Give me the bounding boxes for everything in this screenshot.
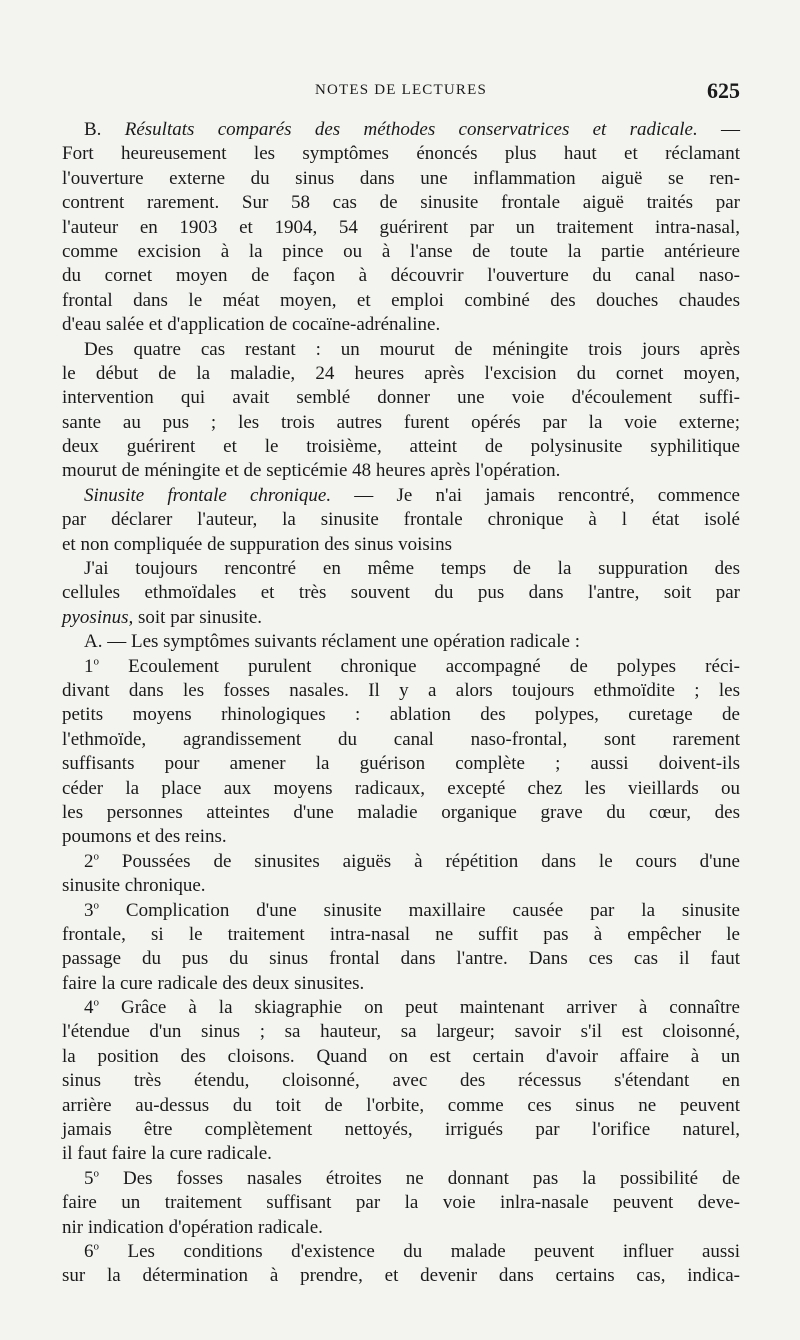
- ordinal-mark: o: [93, 899, 99, 912]
- list-item-line: [62, 996, 740, 1020]
- text-line: comme excision à la pince ou à l'anse de toute la partie antérieure: [62, 240, 740, 262]
- text-line: l'étendue d'un sinus ; sa hauteur, sa largeur; savoir s'il est cloisonné,: [62, 1021, 740, 1043]
- text-line: l'ouverture externe du sinus dans une inflammation aiguë se ren-: [62, 167, 740, 189]
- text-fragment: — Je n'ai jamais rencontré, commence: [331, 484, 740, 506]
- text-line: frontal dans le méat moyen, et emploi combiné des douches chaudes: [62, 289, 740, 311]
- list-item-line: [62, 1240, 740, 1264]
- text-line: [62, 118, 740, 142]
- section-heading: Résultats comparés des méthodes conservatrices et radicale.: [124, 119, 698, 140]
- text-line: et non compliquée de suppuration des sinus voisins: [62, 533, 452, 555]
- text-line: intervention qui avait semblé donner une voie d'écoulement suffi-: [62, 387, 740, 409]
- text-line: Fort heureusement les symptômes énoncés plus haut et réclamant: [62, 143, 740, 165]
- item-number: 2: [84, 850, 94, 872]
- text-line: passage du pus du sinus frontal dans l'antre. Dans ces cas il faut: [62, 948, 740, 970]
- ordinal-mark: o: [93, 1240, 99, 1253]
- body-text: [62, 118, 740, 1289]
- text-fragment: —: [697, 119, 740, 140]
- italic-term: pyosinus,: [62, 606, 134, 628]
- text-line: l'ethmoïde, agrandissement du canal naso-frontal, sont rarement: [62, 728, 740, 750]
- text-fragment: Complication d'une sinusite maxillaire causée par la sinusite: [99, 899, 740, 921]
- list-item-line: [62, 850, 740, 874]
- text-line: suffisants pour amener la guérison complète ; aussi doivent-ils: [62, 753, 740, 775]
- text-fragment: Poussées de sinusites aiguës à répétition dans le cours d'une: [99, 850, 740, 872]
- text-line: contrent rarement. Sur 58 cas de sinusite frontale aiguë traités par: [62, 192, 740, 214]
- text-fragment: Ecoulement purulent chronique accompagné de polypes réci-: [99, 655, 740, 677]
- running-title: NOTES DE LECTURES: [314, 82, 488, 98]
- text-line: A. — Les symptômes suivants réclament une opération radicale :: [84, 631, 580, 653]
- item-number: 1: [84, 655, 94, 677]
- item-number: 3: [84, 899, 94, 921]
- ordinal-mark: o: [93, 996, 99, 1009]
- text-line: les personnes atteintes d'une maladie organique grave du cœur, des: [62, 801, 740, 823]
- text-line: petits moyens rhinologiques : ablation des polypes, curetage de: [62, 704, 740, 726]
- text-line: arrière au-dessus du toit de l'orbite, comme ces sinus ne peuvent: [62, 1094, 740, 1116]
- item-number: 5: [84, 1167, 94, 1189]
- text-line: jamais être complètement nettoyés, irrigués par l'orifice naturel,: [62, 1119, 740, 1141]
- text-line: frontale, si le traitement intra-nasal ne suffit pas à empêcher le: [62, 923, 740, 945]
- ordinal-mark: o: [93, 655, 99, 668]
- text-line: [62, 484, 740, 508]
- text-line: du cornet moyen de façon à découvrir l'ouverture du canal naso-: [62, 265, 740, 287]
- list-item-line: [62, 655, 740, 679]
- text-line: sinusite chronique.: [62, 875, 206, 897]
- text-line: d'eau salée et d'application de cocaïne-adrénaline.: [62, 314, 441, 336]
- list-item-line: [62, 1167, 740, 1191]
- text-line: la position des cloisons. Quand on est certain d'avoir affaire à un: [62, 1045, 740, 1067]
- text-line: l'auteur en 1903 et 1904, 54 guérirent par un traitement intra-nasal,: [62, 216, 740, 238]
- section-label: B.: [84, 119, 102, 140]
- text-line: faire la cure radicale des deux sinusites.: [62, 972, 365, 994]
- text-line: sante au pus ; les trois autres furent opérés par la voie externe;: [62, 411, 740, 433]
- text-line: Des quatre cas restant : un mourut de méningite trois jours après: [84, 338, 740, 360]
- text-fragment: Grâce à la skiagraphie on peut maintenant arriver à connaître: [99, 997, 740, 1019]
- text-line: sur la détermination à prendre, et devenir dans certains cas, indica-: [62, 1265, 740, 1287]
- text-fragment: soit par sinusite.: [133, 606, 263, 628]
- text-fragment: Les conditions d'existence du malade peuvent influer aussi: [99, 1240, 740, 1262]
- text-line: il faut faire la cure radicale.: [62, 1143, 272, 1165]
- text-line: deux guérirent et le troisième, atteint de polysinusite syphilitique: [62, 436, 740, 458]
- text-fragment: Des fosses nasales étroites ne donnant pas la possibilité de: [99, 1167, 740, 1189]
- running-header: [62, 78, 740, 108]
- section-heading: Sinusite frontale chronique.: [84, 484, 332, 506]
- text-line: le début de la maladie, 24 heures après l'excision du cornet moyen,: [62, 362, 740, 384]
- text-line: mourut de méningite et de septicémie 48 heures après l'opération.: [62, 460, 561, 482]
- text-line: faire un traitement suffisant par la voie inlra-nasale peuvent deve-: [62, 1192, 740, 1214]
- text-line: poumons et des reins.: [62, 826, 227, 848]
- text-line: nir indication d'opération radicale.: [62, 1216, 323, 1238]
- ordinal-mark: o: [93, 1167, 99, 1180]
- text-line: divant dans les fosses nasales. Il y a alors toujours ethmoïdite ; les: [62, 679, 740, 701]
- text-line: cellules ethmoïdales et très souvent du pus dans l'antre, soit par: [62, 582, 740, 604]
- text-line: sinus très étendu, cloisonné, avec des récessus s'étendant en: [62, 1070, 740, 1092]
- list-item-line: [62, 899, 740, 923]
- text-line: [62, 606, 740, 630]
- page-number: 625: [707, 78, 740, 103]
- text-line: J'ai toujours rencontré en même temps de la suppuration des: [84, 558, 740, 580]
- ordinal-mark: o: [93, 850, 99, 863]
- item-number: 6: [84, 1240, 94, 1262]
- item-number: 4: [84, 997, 94, 1019]
- text-line: par déclarer l'auteur, la sinusite frontale chronique à l état isolé: [62, 509, 740, 531]
- text-line: céder la place aux moyens radicaux, excepté chez les vieillards ou: [62, 777, 740, 799]
